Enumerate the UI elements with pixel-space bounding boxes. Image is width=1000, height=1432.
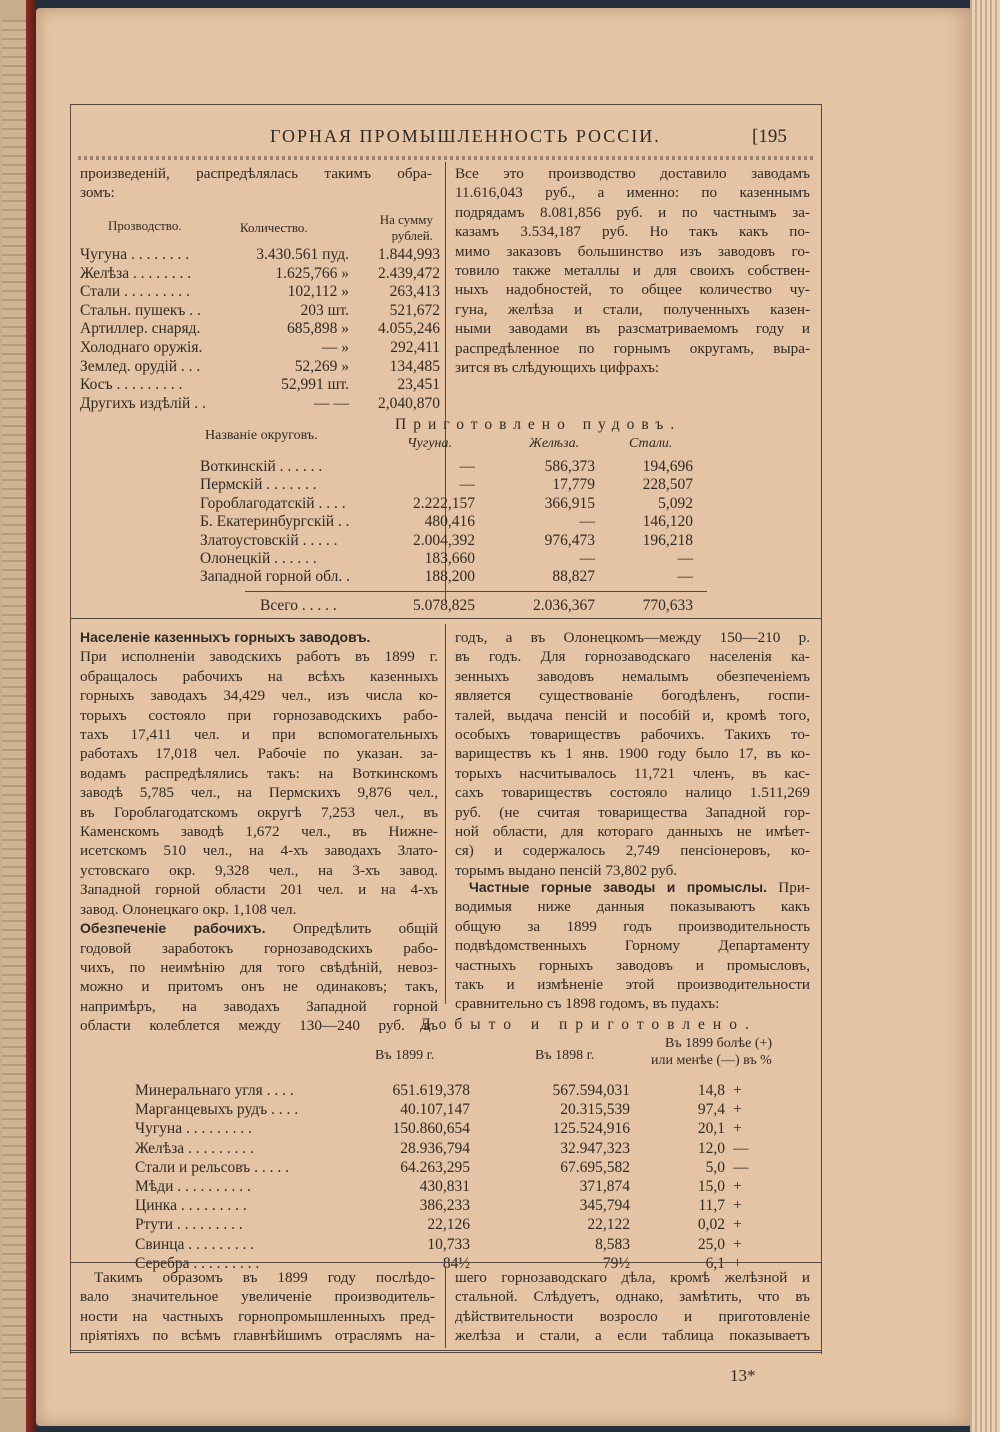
table-cell: Косъ . . . . . . . . . <box>80 376 183 394</box>
table-cell: Цинка . . . . . . . . . <box>135 1197 247 1215</box>
table-cell: 2.222,157 <box>413 494 475 512</box>
table-cell: 20,1 <box>697 1120 725 1138</box>
table-cell: — — <box>314 394 349 412</box>
table-cell: 79½ <box>602 1254 630 1272</box>
table-cell: 651.619,378 <box>392 1082 470 1099</box>
text-line: ности на частныхъ горнопромышленныхъ пред- <box>80 1307 435 1325</box>
table-cell: Свинца . . . . . . . . . <box>135 1235 255 1253</box>
table-cell: Другихъ издѣлій . . <box>80 394 206 412</box>
table-row <box>80 339 445 358</box>
table-cell: Ртути . . . . . . . . . <box>135 1216 243 1234</box>
text-line: въ Гороблагодатскомъ округѣ 7,253 чел., въ <box>80 803 438 821</box>
previous-page-edge <box>0 0 36 1432</box>
table-cell: 67.695,582 <box>560 1158 630 1176</box>
table-row <box>135 1159 775 1178</box>
text-line: товило также металлы и для своихъ собствен- <box>455 262 810 280</box>
text-line: мимо заказовъ большинство изъ заводовъ го- <box>455 242 810 260</box>
text-line: торымъ выдано пенсій 73,802 руб. <box>455 861 678 879</box>
table-cell: — » <box>321 338 349 356</box>
table-row <box>80 395 445 414</box>
table-cell: 22,126 <box>427 1216 470 1234</box>
table-cell: Всего . . . . . <box>260 596 337 614</box>
text-line: гуна, желѣза и стали, полученныхъ казен- <box>455 300 810 318</box>
table-cell: — <box>459 458 475 475</box>
left-intro <box>80 164 432 203</box>
table-row <box>135 1197 775 1216</box>
output-comparison-table <box>135 1016 775 1274</box>
table-row <box>135 1120 775 1139</box>
text-line: такъ и измѣненіе этой производительности <box>455 976 810 994</box>
text-line: исетскомъ 510 чел., на 4-хъ заводахъ Злато- <box>80 842 438 860</box>
section-heading: Обезпеченіе рабочихъ. Опредѣлить общій <box>80 920 438 938</box>
table-cell: Гороблагодатскій . . . . <box>200 494 346 512</box>
column-header: Въ 1899 болѣе (+) <box>665 1036 773 1051</box>
text-line: въ годъ. Для горнозаводскаго населенія ка- <box>455 648 810 666</box>
table-row <box>195 476 715 494</box>
text-line: При исполненіи заводскихъ работъ въ 1899 г. <box>80 648 438 666</box>
table-cell: 976,473 <box>544 531 595 549</box>
table-cell: 134,485 <box>389 357 440 375</box>
table-cell: 2,040,870 <box>378 394 440 412</box>
table-row <box>135 1216 775 1235</box>
table-cell: 521,672 <box>389 301 440 319</box>
text-line: вариществъ къ 1 янв. 1900 году было 17, въ ко- <box>455 745 810 763</box>
table-cell: 430,831 <box>419 1177 470 1195</box>
group-header: Приготовлено пудовъ. <box>395 416 682 433</box>
text-line: водимыя ниже данныя показываютъ какъ <box>455 898 810 916</box>
table-cell: 28.936,794 <box>400 1139 470 1157</box>
conclusion-right <box>455 1268 810 1346</box>
column-header: Названіе округовъ. <box>205 428 318 443</box>
column-header: Стали. <box>629 436 673 451</box>
table-cell: 14,8 <box>697 1082 725 1099</box>
table-cell: — <box>677 549 693 567</box>
signature-mark: 13* <box>730 1366 756 1385</box>
table-cell: 5.078,825 <box>413 596 475 614</box>
table-cell: 196,218 <box>642 531 693 549</box>
table-cell: 23,451 <box>397 376 440 394</box>
table-row <box>195 513 715 531</box>
table-cell: + <box>733 1082 742 1099</box>
table-cell: 102,112 » <box>287 283 349 301</box>
table-row <box>135 1178 775 1197</box>
table-cell: 146,120 <box>642 513 693 531</box>
text-line: ся) и содержалось 2,749 пенсіонеровъ, ко- <box>455 842 810 860</box>
table-header <box>80 210 445 246</box>
text-line: зится въ слѣдующихъ цифрахъ: <box>455 359 660 377</box>
table-cell: 125.524,916 <box>552 1120 630 1138</box>
text-line: зомъ: <box>80 184 115 202</box>
column-header: Въ 1898 г. <box>535 1048 595 1063</box>
table-row <box>80 246 445 265</box>
table-cell: Чугуна . . . . . . . . <box>80 246 190 263</box>
page-stack-edges <box>970 0 1000 1432</box>
conclusion-left <box>80 1268 435 1346</box>
table-cell: 1.844,993 <box>378 246 440 263</box>
table-row <box>135 1082 775 1101</box>
table-cell: 150.860,654 <box>392 1120 470 1138</box>
table-cell: Стали и рельсовъ . . . . . <box>135 1158 289 1176</box>
table-cell: 4.055,246 <box>378 320 440 338</box>
table-cell: 770,633 <box>642 596 693 614</box>
table-cell: 5,0 <box>705 1158 725 1176</box>
text-line: Такимъ образомъ въ 1899 году послѣдо- <box>94 1269 435 1286</box>
table-cell: 292,411 <box>390 338 440 356</box>
text-line: области колеблется между 130—240 руб. въ <box>80 1017 438 1035</box>
table-row <box>135 1101 775 1120</box>
text-line: Все это производство доставило заводамъ <box>455 165 810 182</box>
table-cell: 84½ <box>442 1254 470 1272</box>
column-header: Въ 1899 г. <box>375 1048 435 1063</box>
table-cell: 203 шт. <box>300 301 349 319</box>
table-row <box>80 320 445 339</box>
table-cell: Мѣди . . . . . . . . . . <box>135 1177 251 1195</box>
running-head-title: ГОРНАЯ ПРОМЫШЛЕННОСТЬ РОССІИ. <box>270 126 661 146</box>
table-cell: 685,898 » <box>287 320 349 338</box>
text-line: сравнительно съ 1898 годомъ, въ пудахъ: <box>455 995 720 1013</box>
column-header: или менѣе (—) въ % <box>651 1053 772 1068</box>
text-line: торыхъ насчитывалось 11,721 членъ, въ кас- <box>455 764 810 782</box>
text-line: водамъ распредѣлялись такъ: на Воткинскомъ <box>80 764 438 782</box>
table-cell: Златоустовскій . . . . . <box>200 531 338 549</box>
table-cell: 386,233 <box>419 1197 470 1215</box>
frame-top-rule <box>70 104 821 105</box>
table-cell: 15,0 <box>697 1177 725 1195</box>
table-cell: + <box>733 1120 742 1138</box>
population-section <box>80 628 438 1036</box>
table-cell: 1.625,766 » <box>275 264 349 282</box>
column-divider-bottom <box>445 1266 446 1348</box>
table-cell: + <box>733 1235 742 1253</box>
table-row <box>195 550 715 568</box>
text-line: годовой заработокъ горнозаводскихъ рабо- <box>80 939 438 957</box>
page-number: [195 <box>752 126 787 147</box>
table-cell: 371,874 <box>579 1177 630 1195</box>
table-row <box>135 1236 775 1255</box>
table-row <box>80 283 445 302</box>
table-cell: Холоднаго оружія. <box>80 338 203 356</box>
table-cell: + <box>733 1197 742 1215</box>
table-cell: 40.107,147 <box>400 1101 470 1119</box>
table-cell: 32.947,323 <box>560 1139 630 1157</box>
text-line: 11.616,043 руб., а именно: по казеннымъ <box>455 184 810 202</box>
text-line: частныхъ горныхъ заводовъ и промысловъ, <box>455 956 810 974</box>
text-line: напримѣръ, на заводахъ Западной горной <box>80 997 438 1015</box>
table-cell: — <box>733 1158 749 1176</box>
table-cell: 345,794 <box>579 1197 630 1215</box>
table-row <box>80 358 445 377</box>
table-cell: 12,0 <box>697 1139 725 1157</box>
table-row <box>80 376 445 395</box>
table-cell: 22,122 <box>587 1216 630 1234</box>
table-cell: 52,269 » <box>294 357 349 375</box>
text-line: Западной горной области 201 чел. и на 4-хъ <box>80 881 438 899</box>
table-cell: Желѣза . . . . . . . . . <box>135 1139 254 1157</box>
table-cell: 10,733 <box>427 1235 470 1253</box>
text-line: заводѣ 5,785 чел., на Пермскихъ 9,876 чел., <box>80 784 438 802</box>
section-rule <box>70 1262 821 1263</box>
table-header <box>135 1036 775 1082</box>
table-row <box>80 302 445 321</box>
table-cell: 188,200 <box>424 568 475 586</box>
districts-table <box>195 416 715 615</box>
text-line: распредѣленное по горнымъ округамъ, выра- <box>455 339 810 357</box>
text-line: особыхъ товариществъ рабочихъ. Такихъ то- <box>455 726 810 744</box>
group-header: Добыто и приготовлено. <box>420 1016 757 1033</box>
table-header <box>195 428 715 458</box>
table-cell: Марганцевыхъ рудъ . . . . <box>135 1101 299 1119</box>
text-line: произведеній, распредѣлялась такимъ обра- <box>80 165 432 182</box>
table-cell: 3.430.561 пуд. <box>256 246 349 263</box>
section-rule <box>70 618 821 619</box>
table-total-row <box>195 597 715 615</box>
table-cell: 88,827 <box>552 568 595 586</box>
frame-bottom-rule <box>70 1350 821 1353</box>
text-line: Каменскомъ заводѣ 1,672 чел., въ Нижне- <box>80 823 438 841</box>
table-cell: 2.036,367 <box>533 596 595 614</box>
table-cell: — <box>579 549 595 567</box>
table-cell: — <box>579 513 595 531</box>
text-line: работахъ 17,018 чел. Рабочіе по указан. за- <box>80 745 438 763</box>
table-cell: Б. Екатеринбургскій . . <box>200 513 350 531</box>
text-line: общую за 1899 годъ производительность <box>455 917 810 935</box>
table-cell: Землед. орудій . . . <box>80 357 201 375</box>
text-line: сахъ товариществъ состояло налицо 1.511,269 <box>455 784 810 802</box>
text-line: обращалось рабочихъ на всѣхъ казенныхъ <box>80 667 438 685</box>
table-cell: — <box>677 568 693 586</box>
column-header: Прозводство. <box>108 218 182 233</box>
column-header: Чугуна. <box>407 436 452 451</box>
text-line: устовскаго окр. 9,328 чел., на 3-хъ завод. <box>80 861 438 879</box>
table-cell: 263,413 <box>389 283 440 301</box>
text-line: зенныхъ заводовъ немалымъ обезпеченіемъ <box>455 667 810 685</box>
table-cell: 183,660 <box>424 549 475 567</box>
table-cell: 0,02 <box>697 1216 725 1234</box>
table-cell: 2.004,392 <box>413 531 475 549</box>
table-cell: 25,0 <box>697 1235 725 1253</box>
table-cell: + <box>733 1254 742 1272</box>
header-rule <box>78 156 813 160</box>
table-cell: 480,416 <box>424 513 475 531</box>
text-line: тахъ 17,411 чел. и при вспомогательныхъ <box>80 726 438 744</box>
column-header: Количество. <box>240 220 308 235</box>
text-line: руб. (не считая товарищества Западной гор- <box>455 803 810 821</box>
table-cell: 366,915 <box>544 494 595 512</box>
text-line: талей, выдача пенсій и пособій и, кромѣ того, <box>455 706 810 724</box>
table-row <box>80 265 445 284</box>
text-line: ныхъ надобностей, то общее количество чу- <box>455 281 810 299</box>
private-works-section <box>455 878 810 1014</box>
book-spine-band <box>26 0 36 1432</box>
table-cell: Желѣза . . . . . . . . <box>80 264 192 282</box>
table-cell: 586,373 <box>544 458 595 475</box>
text-line: торыхъ состояло при горнозаводскихъ рабо- <box>80 706 438 724</box>
column-header: рублей. <box>391 228 433 243</box>
table-cell: 52,991 шт. <box>281 376 349 394</box>
text-line: является существованіе богодѣленъ, госпи- <box>455 687 810 705</box>
text-line: подрядамъ 8.081,856 руб. и по частнымъ за- <box>455 203 810 221</box>
text-line: казамъ 3.534,187 руб. Но такъ какъ по- <box>455 223 810 241</box>
text-line: ной области, для котораго данныхъ не имѣет- <box>455 823 810 841</box>
text-line: горныхъ заводахъ 34,429 чел., изъ числа ко- <box>80 687 438 705</box>
table-cell: Стали . . . . . . . . . <box>80 283 190 301</box>
table-cell: — <box>459 476 475 494</box>
text-line: шего горнозаводскаго дѣла, кромѣ желѣзной и <box>455 1269 810 1286</box>
table-cell: 5,092 <box>658 494 693 512</box>
table-cell: 20.315,539 <box>560 1101 630 1119</box>
right-intro <box>455 164 810 377</box>
section-heading: Частные горные заводы и промыслы. При- <box>469 879 811 896</box>
table-cell: 17,779 <box>552 476 595 494</box>
table-cell: 228,507 <box>642 476 693 494</box>
table-cell: + <box>733 1216 742 1234</box>
column-divider-middle <box>445 624 446 1004</box>
table-cell: 194,696 <box>642 458 693 475</box>
table-row <box>195 495 715 513</box>
table-cell: 64.263,295 <box>400 1158 470 1176</box>
table-row <box>195 532 715 550</box>
text-line: можно и притомъ онъ не одинаковъ; такъ, <box>80 978 438 996</box>
table-cell: Олонецкій . . . . . . <box>200 549 317 567</box>
table-cell: Серебра . . . . . . . . . <box>135 1254 260 1272</box>
text-line: годъ, а въ Олонецкомъ—между 150—210 р. <box>455 629 810 646</box>
table-row <box>135 1140 775 1159</box>
table-cell: Чугуна . . . . . . . . . <box>135 1120 252 1138</box>
table-cell: Стальн. пушекъ . . <box>80 301 201 319</box>
table-cell: Воткинскій . . . . . . <box>200 458 323 475</box>
column-header: Желѣза. <box>529 436 580 451</box>
table-cell: Западной горной обл. . <box>200 568 351 586</box>
text-line: завод. Олонецкаго окр. 1,108 чел. <box>80 900 297 918</box>
text-line: пріятіяхъ по всѣмъ главнѣйшимъ отраслямъ на- <box>80 1327 435 1345</box>
text-line: ными заводами въ разсматриваемомъ году и <box>455 320 810 338</box>
text-line: стальной. Слѣдуетъ, однако, замѣтить, что въ <box>455 1288 810 1306</box>
column-header: На сумму <box>379 212 433 227</box>
table-cell: 6,1 <box>705 1254 725 1272</box>
table-cell: + <box>733 1101 742 1119</box>
text-line: желѣза и стали, а если таблица показываетъ <box>455 1327 810 1345</box>
total-rule <box>245 591 707 592</box>
text-line: дѣйствительности возросло и приготовленіе <box>455 1307 810 1325</box>
table-cell: — <box>733 1139 749 1157</box>
table-cell: 8,583 <box>595 1235 630 1253</box>
table-row <box>195 568 715 586</box>
table-cell: 567.594,031 <box>552 1082 630 1099</box>
welfare-continued <box>455 628 810 880</box>
production-table <box>80 210 445 413</box>
section-heading: Населеніе казенныхъ горныхъ заводовъ. <box>80 629 371 645</box>
table-row <box>195 458 715 476</box>
text-line: вало значительное увеличеніе производитель- <box>80 1288 435 1306</box>
text-line: чихъ, по неимѣнію для того свѣдѣній, невоз- <box>80 958 438 976</box>
text-line: подвѣдомственныхъ Горному Департаменту <box>455 937 810 955</box>
table-cell: Минеральнаго угля . . . . <box>135 1082 294 1099</box>
table-cell: 11,7 <box>698 1197 725 1215</box>
table-cell: 97,4 <box>697 1101 725 1119</box>
table-cell: + <box>733 1177 742 1195</box>
table-cell: 2.439,472 <box>378 264 440 282</box>
table-cell: Пермскій . . . . . . . <box>200 476 317 494</box>
table-cell: Артиллер. снаряд. <box>80 320 201 338</box>
